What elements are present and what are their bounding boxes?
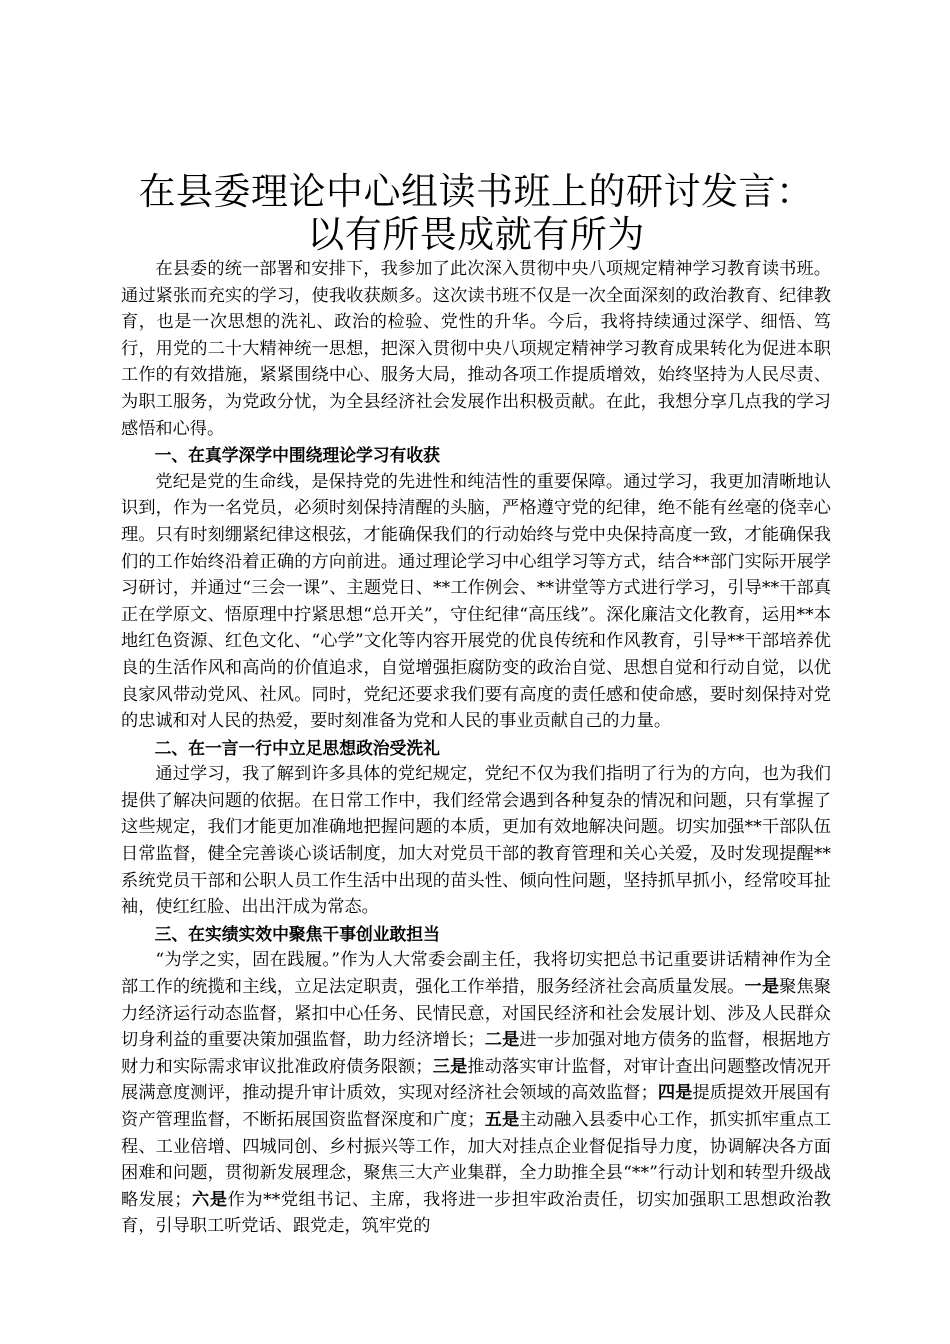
section-1-paragraph: 党纪是党的生命线，是保持党的先进性和纯洁性的重要保障。通过学习，我更加清晰地认识到，作为一名党员，必须时刻保持清醒的头脑，严格遵守党的纪律，绝不能有丝毫的侥幸心理。只有时刻绷紧纪律这根弦，才能确保我们的行动始终与党中央保持高度一致，才能确保我们的工作始终沿着正确的方向前进。通过理论学习中心组学习等方式，结合**部门实际开展学习研讨，并通过“三会一课”、主题党日、**工作例会、**讲堂等方式进行学习，引导**干部真正在学原文、悟原理中拧紧思想“总开关”，守住纪律“高压线”。深化廉洁文化教育，运用**本地红色资源、红色文化、“心学”文化等内容开展党的优良传统和作风教育，引导**干部培养优良的生活作风和高尚的价值追求，自觉增强拒腐防变的政治自觉、思想自觉和行动自觉，以优良家风带动党风、社风。同时，党纪还要求我们要有高度的责任感和使命感，要时刻保持对党的忠诚和对人民的热爱，要时刻准备为党和人民的事业贡献自己的力量。 — [121, 471, 831, 732]
section-3-segment: 推动落实审计监督，对审计查出问题整改情况开展满意度测评，推动提升审计质效，实现对经济社会领域的高效监督； — [121, 1056, 831, 1104]
section-3-ordinal: 一是 — [744, 977, 780, 998]
section-3-segment: 主动融入县委中心工作，抓实抓牢重点工程、工业倍增、四城同创、乡村振兴等工作，加大对挂点企业督促指导力度，协调解决各方面困难和问题，贯彻新发展理念，聚焦三大产业集群，全力助推全县“**”行动计划和转型升级战略发展； — [121, 1110, 831, 1210]
document-title: 在县委理论中心组读书班上的研讨发言：以有所畏成就有所为 — [138, 170, 814, 256]
section-2-paragraph: 通过学习，我了解到许多具体的党纪规定，党纪不仅为我们指明了行为的方向，也为我们提供了解决问题的依据。在日常工作中，我们经常会遇到各种复杂的情况和问题，只有掌握了这些规定，我们才能更加准确地把握问题的本质，更加有效地解决问题。切实加强**干部队伍日常监督，健全完善谈心谈话制度，加大对党员干部的教育管理和关心关爱，及时发现提醒**系统党员干部和公职人员工作生活中出现的苗头性、倾向性问题，坚持抓早抓小，经常咬耳扯袖，使红红脸、出出汗成为常态。 — [121, 764, 831, 918]
section-3-ordinal: 六是 — [191, 1189, 228, 1210]
section-1-heading: 一、在真学深学中围绕理论学习有收获 — [154, 445, 440, 466]
section-3-segment: 进一步加强对地方债务的监督，根据地方财力和实际需求审议批准政府债务限额； — [121, 1030, 831, 1077]
intro-paragraph: 在县委的统一部署和安排下，我参加了此次深入贯彻中央八项规定精神学习教育读书班。通过紧张而充实的学习，使我收获颇多。这次读书班不仅是一次全面深刻的政治教育、纪律教育，也是一次思想的洗礼、政治的检验、党性的升华。今后，我将持续通过深学、细悟、笃行，用党的二十大精神统一思想，把深入贯彻中央八项规定精神学习教育成果转化为促进本职工作的有效措施，紧紧围绕中心、服务大局，推动各项工作提质增效，始终坚持为人民尽责、为职工服务，为党政分忧，为全县经济社会发展作出积极贡献。在此，我想分享几点我的学习感悟和心得。 — [121, 259, 831, 439]
section-3-ordinal: 四是 — [657, 1083, 693, 1104]
section-3-ordinal: 二是 — [484, 1030, 520, 1051]
section-3-ordinal: 三是 — [432, 1056, 468, 1077]
section-3-segment: 聚焦聚力经济运行动态监督，紧扣中心任务、民情民意，对国民经济和社会发展计划、涉及人民群众切身利益的重要决策加强监督，助力经济增长； — [121, 977, 831, 1051]
section-3-ordinal: 五是 — [484, 1110, 520, 1130]
section-3-heading: 三、在实绩实效中聚焦干事创业敢担当 — [154, 923, 440, 944]
section-3-segment: “为学之实，固在践履。”作为人大常委会副主任，我将切实把总书记重要讲话精神作为全部工作的统揽和主线，立足法定职责，强化工作举措，服务经济社会高质量发展。 — [121, 950, 831, 998]
section-3-segment: 提质提效开展国有资产管理监督，不断拓展国资监督深度和广度； — [121, 1083, 831, 1130]
section-2-heading: 二、在一言一行中立足思想政治受洗礼 — [154, 737, 440, 758]
section-3-paragraph — [121, 947, 831, 1240]
document-page — [121, 170, 831, 1240]
section-3-segment: 作为**党组书记、主席，我将进一步担牢政治责任，切实加强职工思想政治教育，引导职工听党话、跟党走，筑牢党的 — [121, 1189, 831, 1237]
